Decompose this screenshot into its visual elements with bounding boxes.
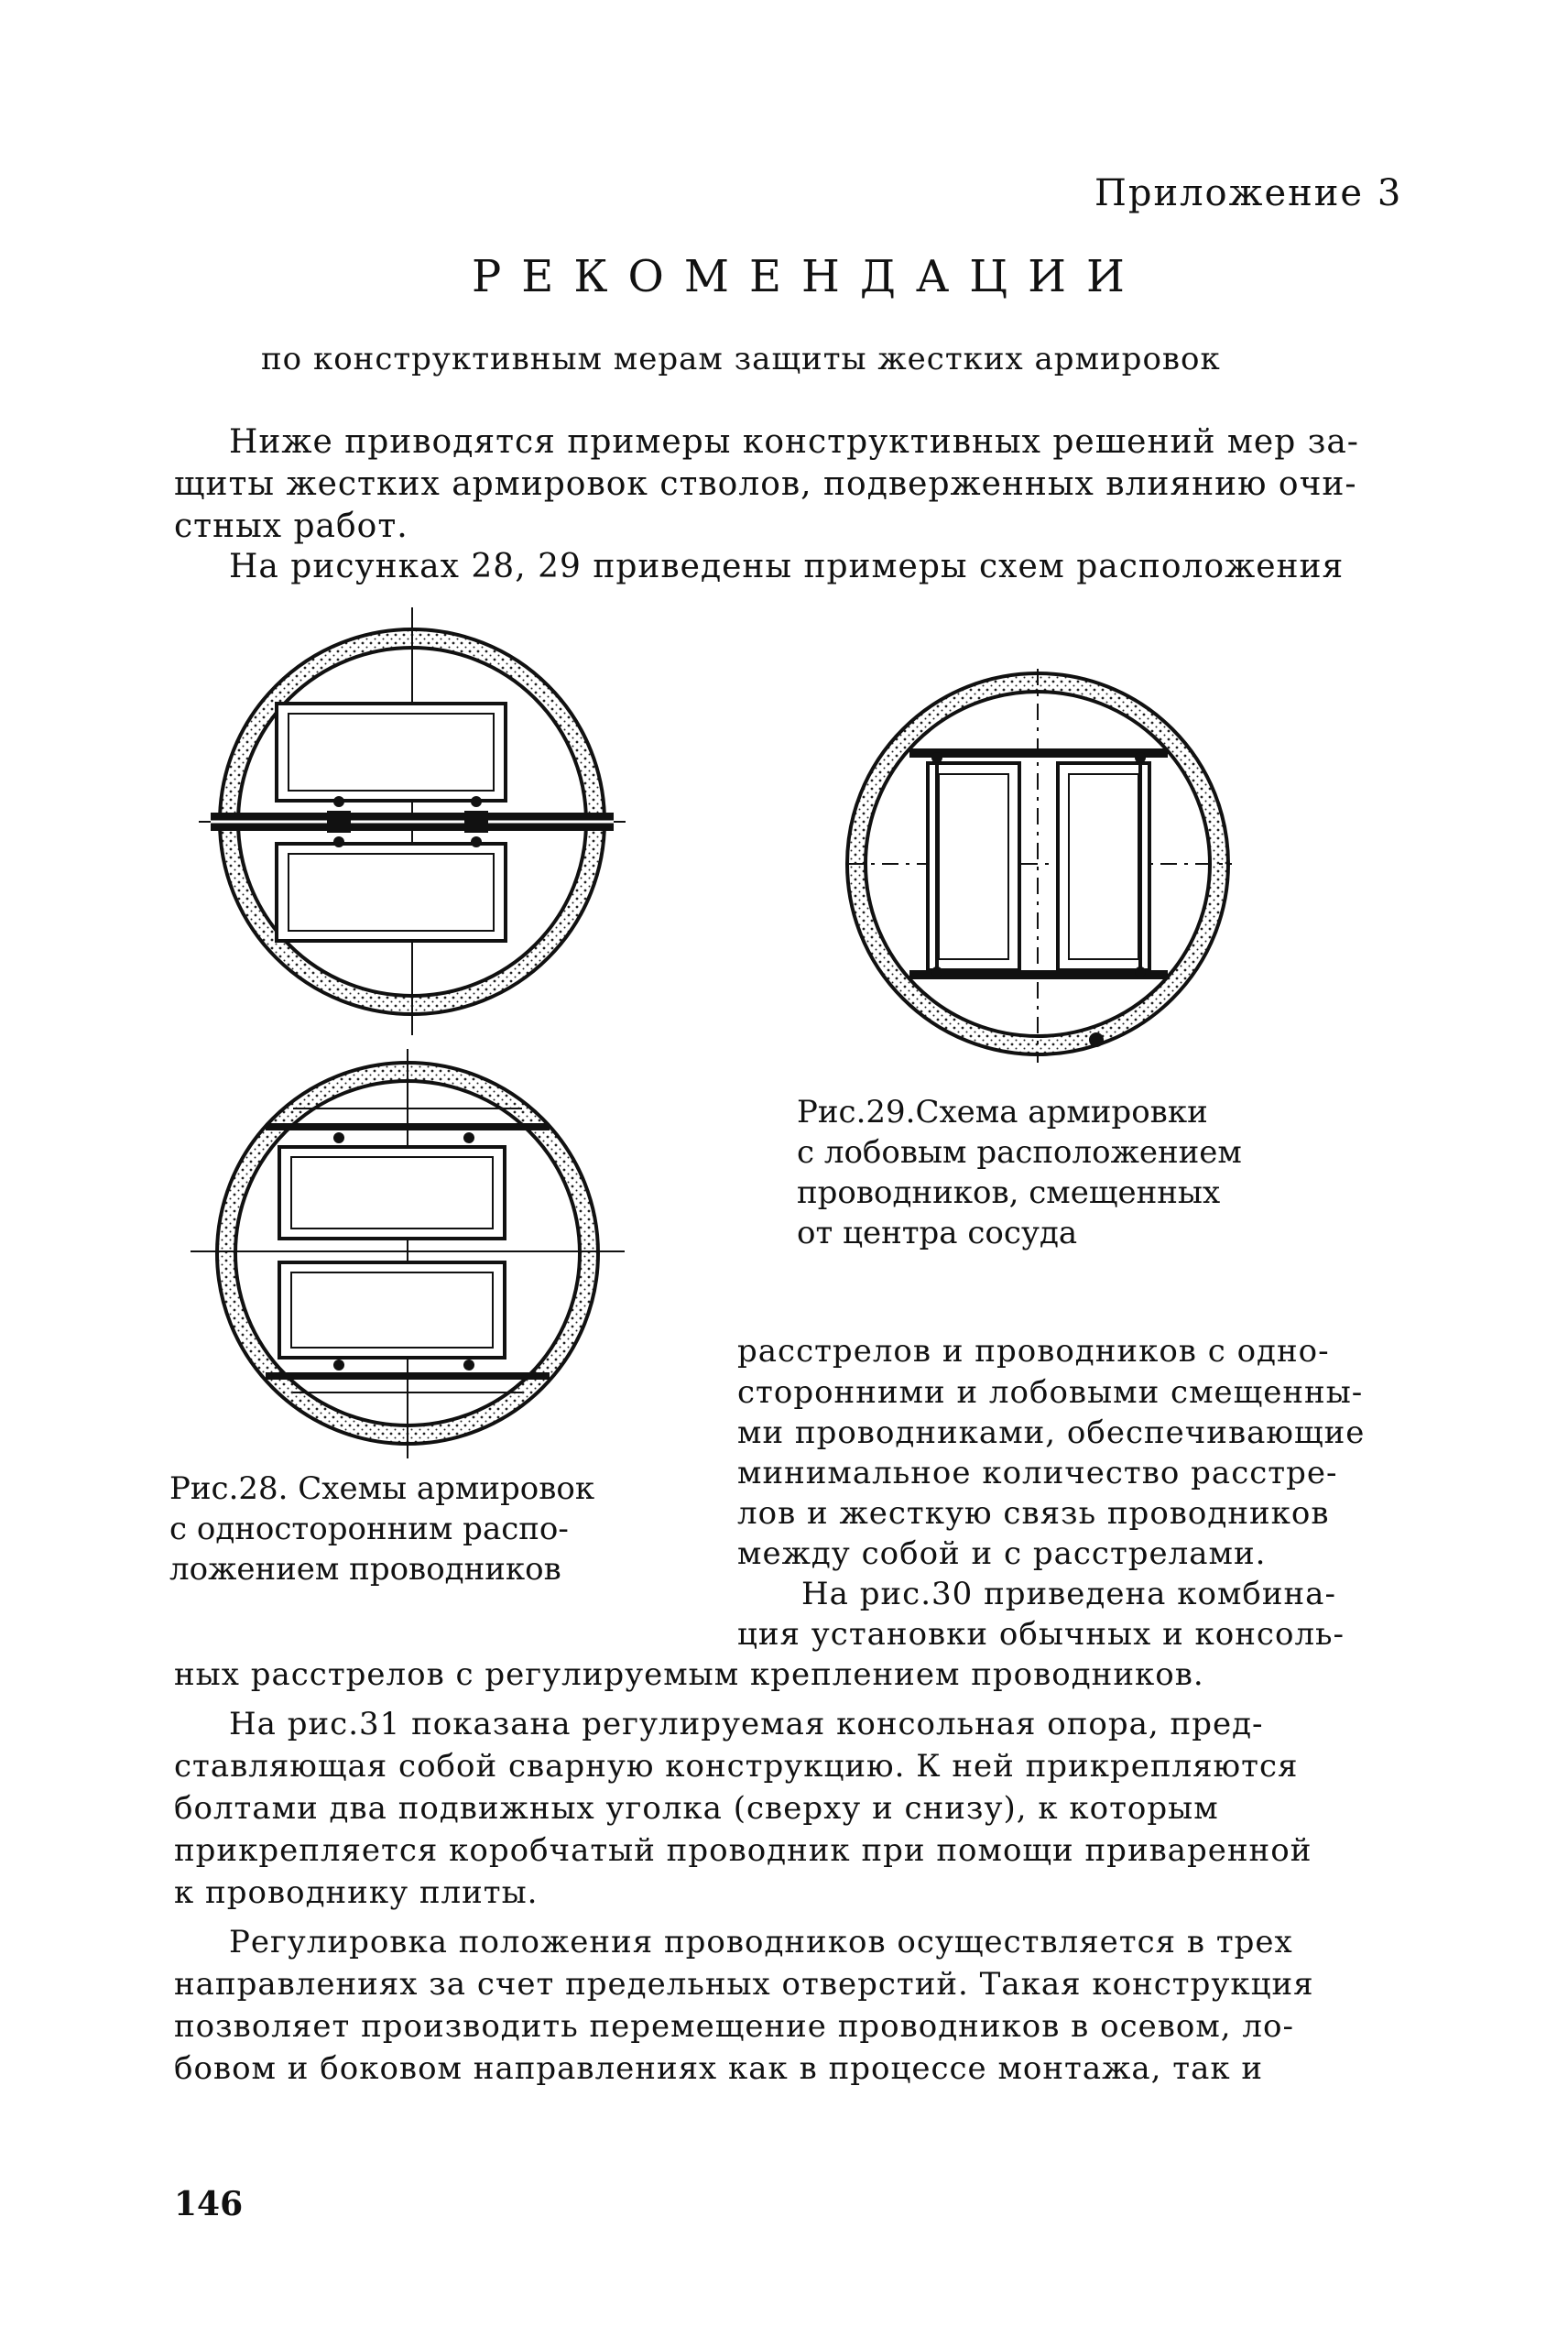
figure-28-top-diagram	[188, 600, 637, 1040]
intro-line: На рисунках 28, 29 приведены примеры схем расположения	[229, 548, 1345, 585]
fig29-caption-line: с лобовым расположением	[797, 1134, 1242, 1171]
body-line: направлениях за счет предельных отверстий. Такая конструкция	[174, 1966, 1314, 2003]
intro-line: Ниже приводятся примеры конструктивных решений мер за-	[229, 423, 1359, 461]
intro-line: стных работ.	[174, 508, 408, 545]
figure-28-bottom-diagram	[183, 1044, 632, 1466]
fig29-caption-line: Рис.29.Схема армировки	[797, 1094, 1208, 1130]
page-number: 146	[174, 2185, 244, 2223]
figure-29-diagram	[829, 655, 1250, 1076]
fig28-caption-line: Рис.28. Схемы армировок	[169, 1470, 595, 1507]
fig28-caption-line: с односторонним распо-	[169, 1511, 569, 1547]
body-line: На рис.31 показана регулируемая консольная опора, пред-	[229, 1706, 1264, 1742]
body-line: ставляющая собой сварную конструкцию. К ней прикрепляются	[174, 1748, 1299, 1785]
right-column-line: На рис.30 приведена комбина-	[801, 1576, 1336, 1612]
right-column-line: минимальное количество расстре-	[737, 1455, 1338, 1491]
right-column-line: ция установки обычных и консоль-	[737, 1616, 1345, 1653]
body-line: прикрепляется коробчатый проводник при помощи приваренной	[174, 1832, 1312, 1869]
page-title: РЕКОМЕНДАЦИИ	[472, 251, 1145, 302]
appendix-label: Приложение 3	[1094, 172, 1403, 214]
right-column-line: сторонними и лобовыми смещенны-	[737, 1374, 1364, 1411]
right-column-line: лов и жесткую связь проводников	[737, 1495, 1330, 1532]
page-subtitle: по конструктивным мерам защиты жестких армировок	[261, 341, 1221, 377]
intro-line: щиты жестких армировок стволов, подверженных влиянию очи-	[174, 465, 1357, 503]
body-line: ных расстрелов с регулируемым креплением проводников.	[174, 1656, 1204, 1693]
body-line: позволяет производить перемещение проводников в осевом, ло-	[174, 2008, 1294, 2045]
body-line: Регулировка положения проводников осуществляется в трех	[229, 1924, 1293, 1960]
fig29-caption-line: проводников, смещенных	[797, 1174, 1221, 1211]
right-column-line: расстрелов и проводников с одно-	[737, 1333, 1330, 1370]
fig28-caption-line: ложением проводников	[169, 1551, 561, 1588]
right-column-line: между собой и с расстрелами.	[737, 1535, 1267, 1572]
body-line: к проводнику плиты.	[174, 1874, 539, 1911]
fig29-caption-line: от центра сосуда	[797, 1215, 1078, 1251]
right-column-line: ми проводниками, обеспечивающие	[737, 1414, 1366, 1451]
body-line: бовом и боковом направлениях как в процессе монтажа, так и	[174, 2050, 1264, 2087]
body-line: болтами два подвижных уголка (сверху и снизу), к которым	[174, 1790, 1219, 1827]
